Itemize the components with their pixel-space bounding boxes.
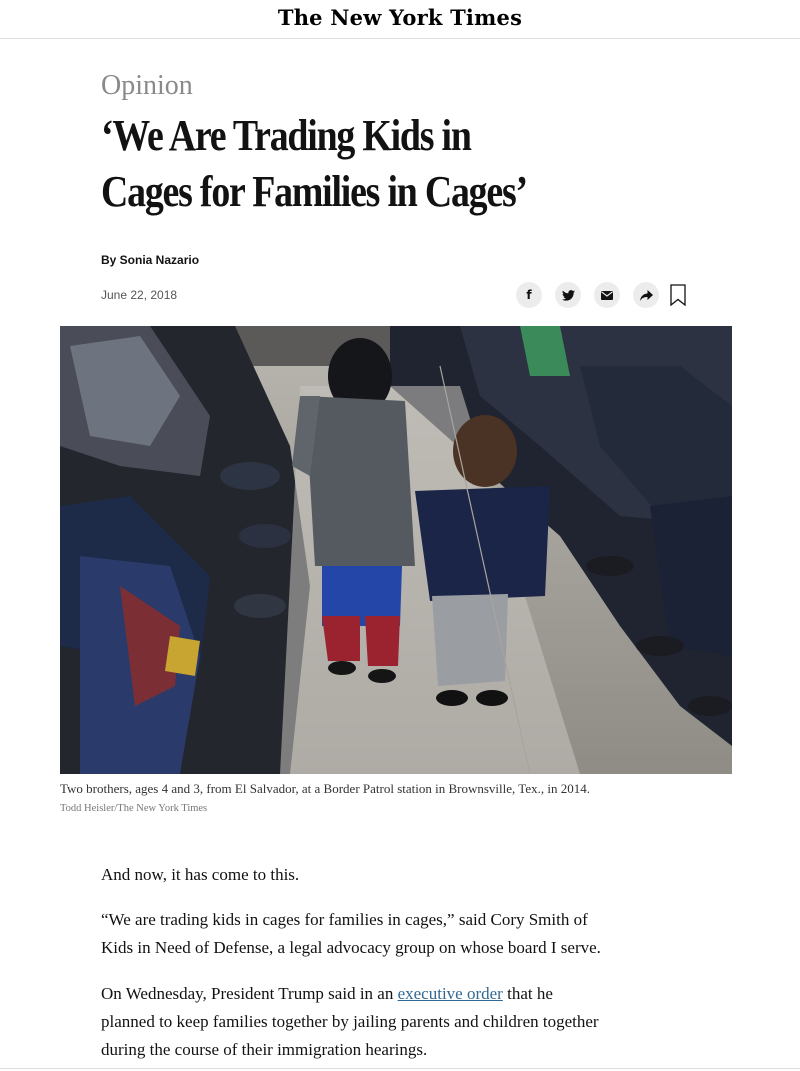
- executive-order-link[interactable]: executive order: [397, 984, 503, 1003]
- photo-illustration: [60, 326, 732, 774]
- masthead: [0, 0, 800, 39]
- section-label[interactable]: Opinion: [101, 70, 193, 101]
- share-toolbar: [516, 281, 686, 309]
- paragraph-2-line-2: Kids in Need of Defense, a legal advocacy group on whose board I serve.: [101, 938, 601, 957]
- facebook-icon: f: [526, 288, 532, 302]
- photo-credit: Todd Heisler/The New York Times: [60, 803, 208, 814]
- paragraph-2-line-1: “We are trading kids in cages for families in cages,” said Cory Smith of: [101, 910, 588, 929]
- nyt-logo[interactable]: The New York Times: [277, 5, 523, 30]
- paragraph-2: [101, 906, 701, 962]
- twitter-share-button[interactable]: [555, 282, 581, 308]
- headline: [101, 108, 583, 220]
- byline[interactable]: By Sonia Nazario: [101, 253, 200, 267]
- paragraph-3-text-before-link: On Wednesday, President Trump said in an: [101, 984, 398, 1003]
- more-share-button[interactable]: [633, 282, 659, 308]
- paragraph-3-line-2: planned to keep families together by jailing parents and children together: [101, 1012, 599, 1031]
- facebook-share-button[interactable]: [516, 282, 542, 308]
- headline-line-1: ‘We Are Trading Kids in: [101, 111, 471, 160]
- email-share-button[interactable]: [594, 282, 620, 308]
- bookmark-icon: [670, 284, 686, 306]
- article-photo[interactable]: [60, 326, 732, 774]
- paragraph-3: [101, 980, 701, 1064]
- bottom-divider: [0, 1068, 800, 1069]
- paragraph-1-text: And now, it has come to this.: [101, 865, 300, 884]
- publish-date: June 22, 2018: [101, 288, 178, 302]
- photo-caption: Two brothers, ages 4 and 3, from El Salvador, at a Border Patrol station in Brownsville, Tex., in 2014.: [60, 781, 590, 796]
- paragraph-3-text-after-link: that he: [502, 984, 553, 1003]
- headline-line-2: Cages for Families in Cages’: [101, 167, 527, 216]
- paragraph-3-line-3: during the course of their immigration hearings.: [101, 1040, 428, 1059]
- share-arrow-icon: [640, 290, 653, 301]
- save-bookmark-button[interactable]: [670, 284, 686, 306]
- twitter-bird-icon: [562, 290, 575, 301]
- envelope-icon: [601, 291, 613, 300]
- paragraph-3-line-1: [101, 980, 701, 1008]
- paragraph-1: [101, 861, 701, 889]
